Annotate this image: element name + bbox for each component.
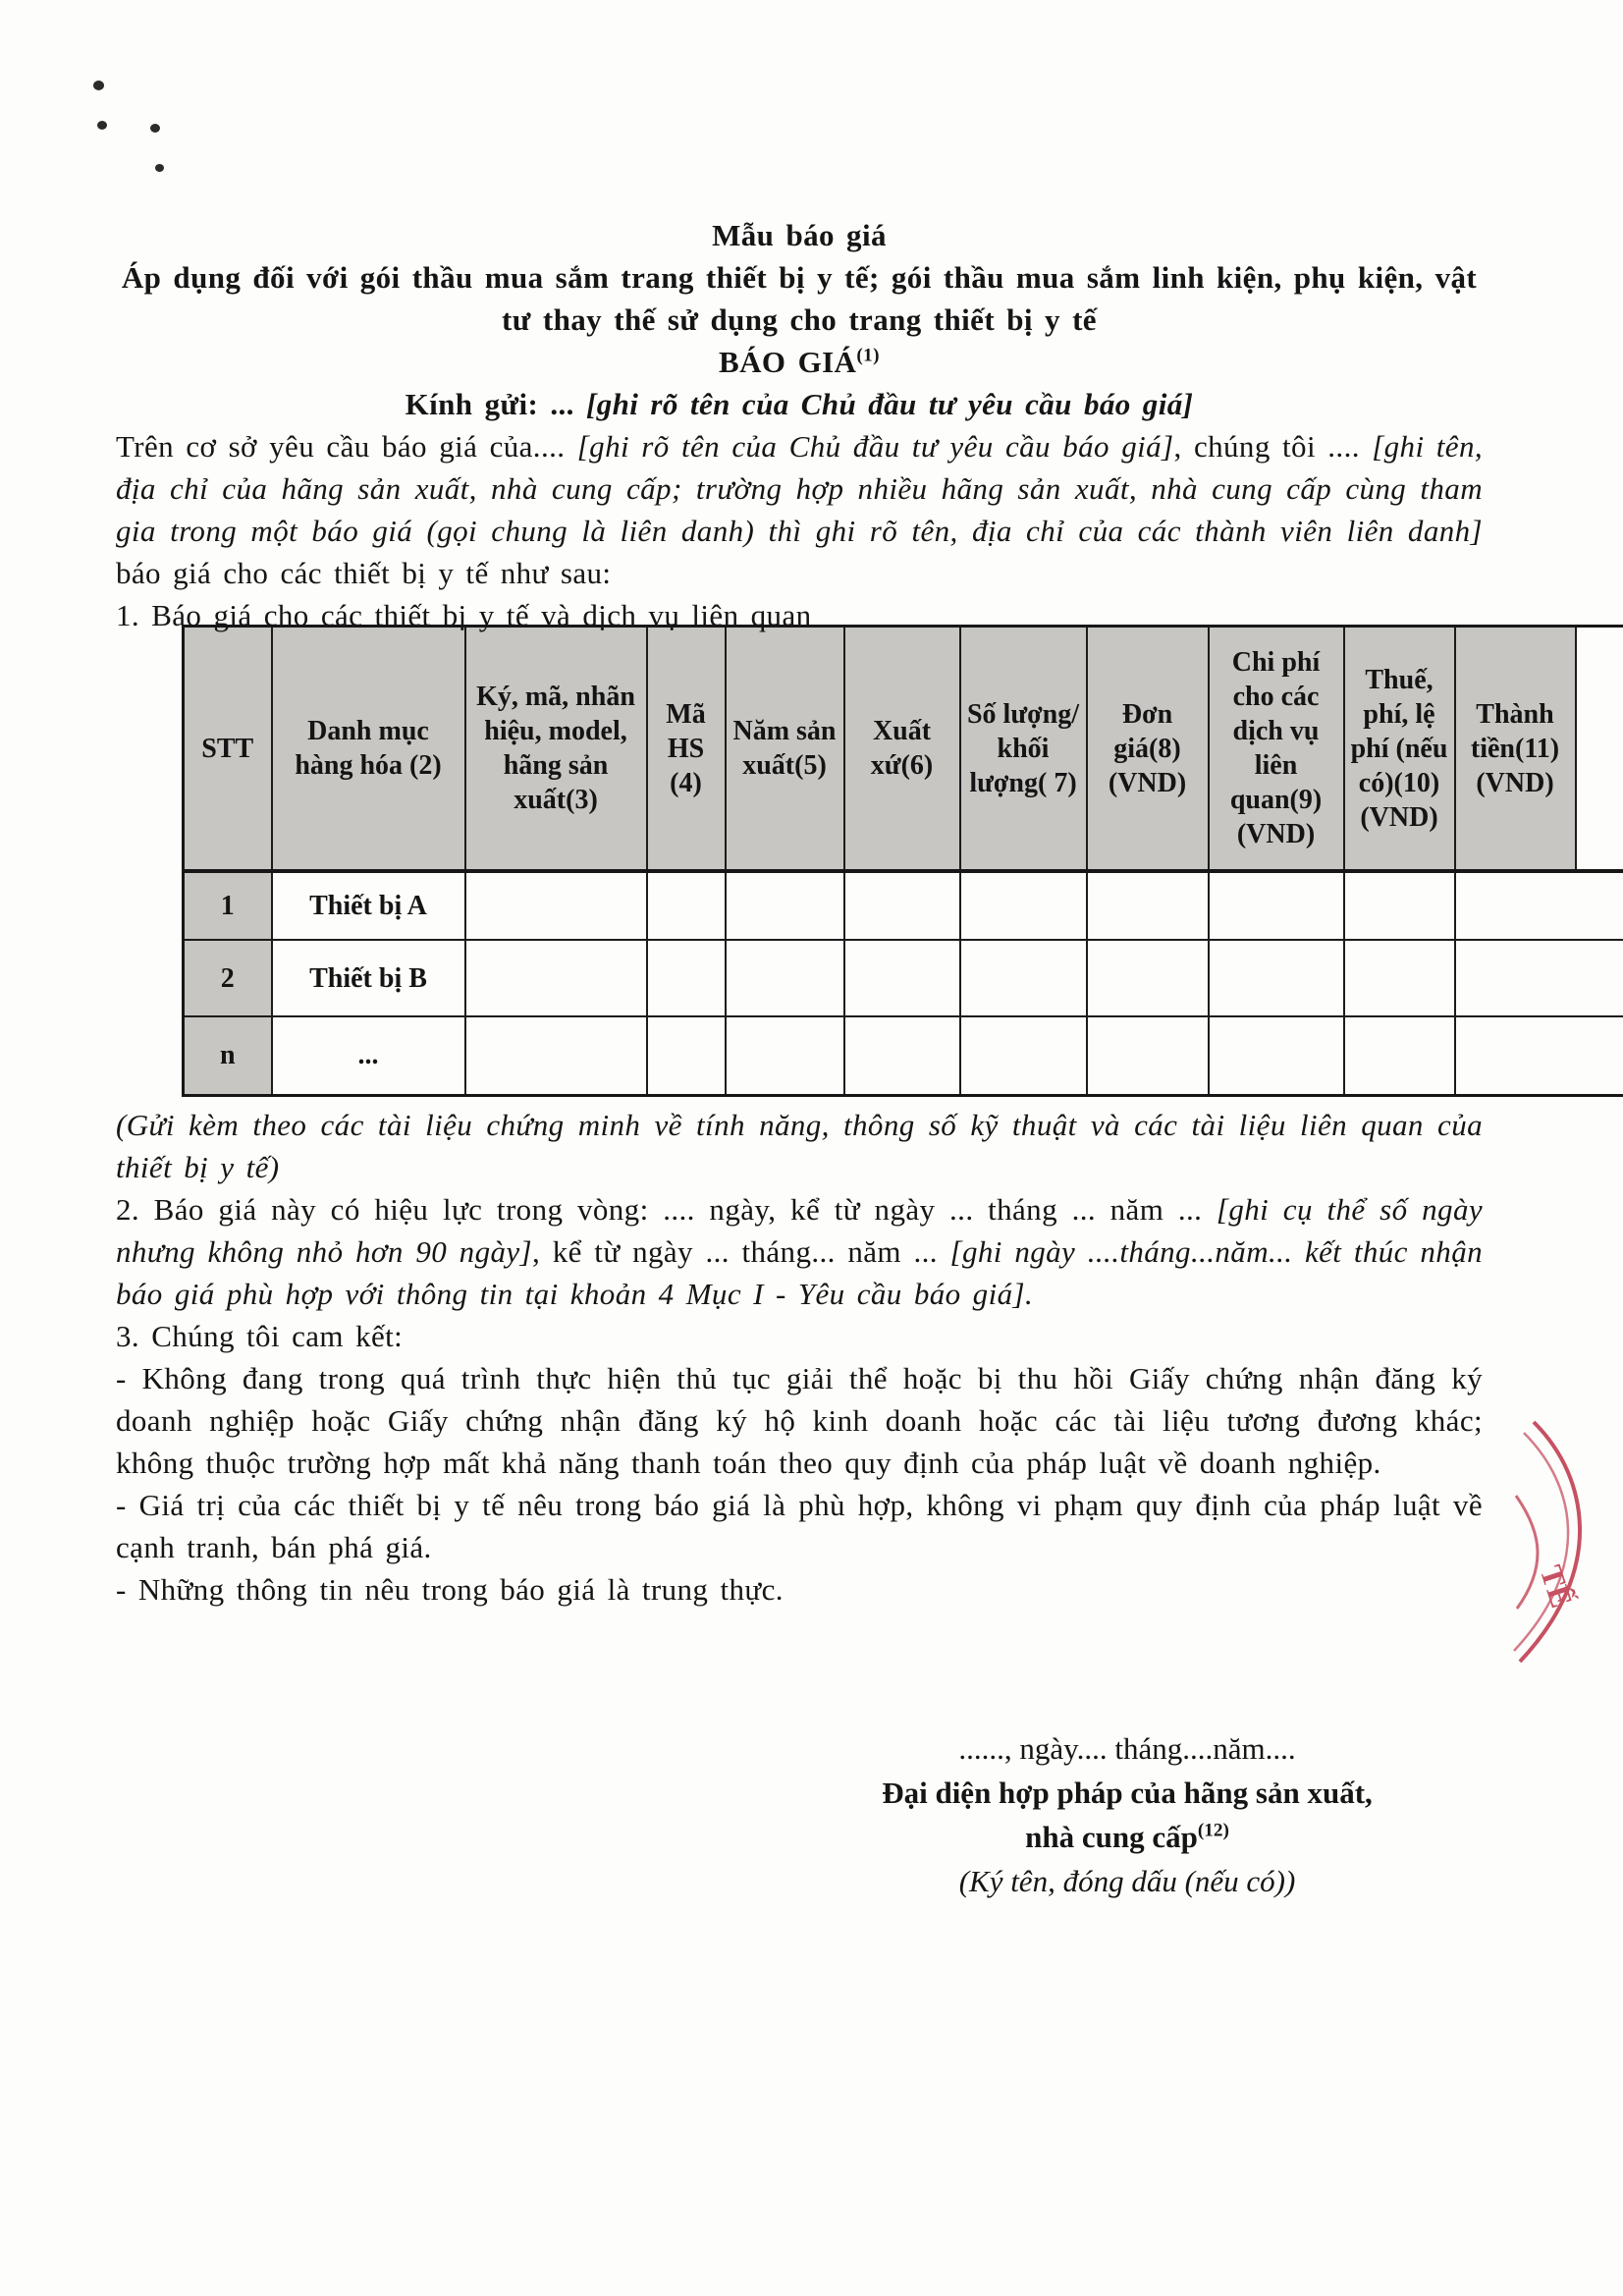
table-header-don-gia: Đơn giá(8) (VND) <box>1087 627 1209 872</box>
stamp-outer-ring-arc <box>1520 1422 1580 1662</box>
table-header-thanh-tien: Thành tiền(11) (VND) <box>1455 627 1576 872</box>
red-stamp-partial <box>1404 1355 1623 1709</box>
quotation-table-wrap <box>182 625 1623 1097</box>
attachment-note: (Gửi kèm theo các tài liệu chứng minh về tính năng, thông số kỹ thuật và các tài liệu liên quan của thiết bị y tế) <box>116 1108 1483 1184</box>
table-header-thue-phi: Thuế, phí, lệ phí (nếu có)(10) (VND) <box>1344 627 1455 872</box>
intro-seg-1: Trên cơ sở yêu cầu báo giá của.... <box>116 429 577 464</box>
signature-role-line1: Đại diện hợp pháp của hãng sản xuất, <box>882 1776 1373 1810</box>
salutation-label: Kính gửi: ... <box>405 387 586 421</box>
empty-cell <box>1087 940 1209 1016</box>
empty-cell <box>1344 940 1455 1016</box>
salutation-hint: [ghi rõ tên của Chủ đầu tư yêu cầu báo giá] <box>586 387 1194 421</box>
stamp-outer-ring-inner-line-arc <box>1514 1433 1568 1651</box>
intro-seg-5: báo giá cho các thiết bị y tế như sau: <box>116 556 612 590</box>
scan-artifact-dot <box>93 81 104 90</box>
empty-cell <box>465 871 647 940</box>
signature-role-footnote: (12) <box>1197 1820 1229 1841</box>
empty-cell <box>1087 1016 1209 1095</box>
empty-cell <box>960 1016 1087 1095</box>
empty-cell <box>465 940 647 1016</box>
intro-seg-4-placeholder: [ghi tên, địa chỉ của hãng sản xuất, nhà cung cấp; trường hợp nhiều hãng sản xuất, nhà cung cấp cùng tham gia trong một báo giá (gọi chung là liên danh) thì ghi rõ tên, địa chỉ của các thành viên liên danh] <box>116 429 1483 548</box>
table-row <box>184 871 1623 940</box>
empty-cell <box>1209 940 1344 1016</box>
table-header-chi-phi-dv: Chi phí cho các dịch vụ liên quan(9) (VND) <box>1209 627 1344 872</box>
quote-heading-text: BÁO GIÁ <box>719 345 857 379</box>
signature-sign-note: (Ký tên, đóng dấu (nếu có)) <box>958 1864 1296 1898</box>
signature-block <box>833 1726 1422 1903</box>
empty-cell <box>465 1016 647 1095</box>
intro-paragraph <box>116 425 1483 594</box>
table-row <box>184 940 1623 1016</box>
intro-seg-3: , chúng tôi .... <box>1173 429 1373 464</box>
signature-role-line2-text: nhà cung cấp <box>1025 1820 1198 1854</box>
empty-cell <box>1209 871 1344 940</box>
stamp-inner-ring-arc <box>1516 1496 1538 1609</box>
empty-cell <box>1455 871 1623 940</box>
empty-cell <box>726 1016 844 1095</box>
quote-heading <box>116 341 1483 383</box>
document-title: Mẫu báo giá <box>712 218 887 252</box>
row-index-cell: n <box>184 1016 272 1095</box>
empty-cell <box>960 940 1087 1016</box>
empty-cell <box>1344 1016 1455 1095</box>
scan-artifact-dot <box>97 121 107 130</box>
empty-cell <box>844 1016 960 1095</box>
table-header-ma-hs: Mã HS (4) <box>647 627 726 872</box>
document-body-block <box>116 1104 1483 1611</box>
empty-cell <box>647 940 726 1016</box>
commitment-item-2: - Giá trị của các thiết bị y tế nêu trong báo giá là phù hợp, không vi phạm quy định của pháp luật về cạnh tranh, bán phá giá. <box>116 1488 1483 1564</box>
section1-heading: 1. Báo giá cho các thiết bị y tế và dịch vụ liên quan <box>116 598 812 632</box>
salutation-line <box>116 383 1483 425</box>
empty-cell <box>1087 871 1209 940</box>
table-header-clipped-edge <box>1576 627 1623 872</box>
intro-seg-2-placeholder: [ghi rõ tên của Chủ đầu tư yêu cầu báo giá] <box>576 429 1174 464</box>
table-header-stt: STT <box>184 627 272 872</box>
empty-cell <box>647 871 726 940</box>
table-row <box>184 1016 1623 1095</box>
scan-artifact-dot <box>155 164 164 172</box>
device-name-cell: Thiết bị B <box>272 940 465 1016</box>
empty-cell <box>726 871 844 940</box>
empty-cell <box>1344 871 1455 940</box>
device-name-cell: ... <box>272 1016 465 1095</box>
section3-heading: 3. Chúng tôi cam kết: <box>116 1319 404 1353</box>
empty-cell <box>726 940 844 1016</box>
empty-cell <box>960 871 1087 940</box>
row-index-cell: 1 <box>184 871 272 940</box>
empty-cell <box>1455 1016 1623 1095</box>
quotation-table <box>182 625 1623 1097</box>
empty-cell <box>844 940 960 1016</box>
stamp-text: TẾ <box>1533 1560 1581 1613</box>
empty-cell <box>844 871 960 940</box>
device-name-cell: Thiết bị A <box>272 871 465 940</box>
empty-cell <box>1455 940 1623 1016</box>
table-header-ky-ma: Ký, mã, nhãn hiệu, model, hãng sản xuất(3) <box>465 627 647 872</box>
document-header-block <box>116 214 1483 636</box>
empty-cell <box>647 1016 726 1095</box>
quote-heading-footnote: (1) <box>856 345 880 366</box>
table-header-danh-muc: Danh mục hàng hóa (2) <box>272 627 465 872</box>
row-index-cell: 2 <box>184 940 272 1016</box>
table-header-row <box>184 627 1623 872</box>
table-header-xuat-xu: Xuất xứ(6) <box>844 627 960 872</box>
signature-place-date: ......, ngày.... tháng....năm.... <box>958 1731 1296 1766</box>
commitment-item-3: - Những thông tin nêu trong báo giá là trung thực. <box>116 1572 784 1607</box>
section2-seg-1: 2. Báo giá này có hiệu lực trong vòng: .... ngày, kể từ ngày ... tháng ... năm ... <box>116 1192 1217 1227</box>
commitment-item-1: - Không đang trong quá trình thực hiện thủ tục giải thể hoặc bị thu hồi Giấy chứng nhận đăng ký doanh nghiệp hoặc Giấy chứng nhận đăng ký hộ kinh doanh hoặc các tài liệu tương đương khác; không thuộc trường hợp mất khả năng thanh toán theo quy định của pháp luật về doanh nghiệp. <box>116 1361 1483 1480</box>
section2-seg-3: , kể từ ngày ... tháng... năm ... <box>532 1234 950 1269</box>
section2-seg-2-placeholder: [ghi cụ thể số ngày nhưng không nhỏ hơn 90 ngày] <box>116 1192 1484 1269</box>
signature-role-line2 <box>833 1815 1422 1859</box>
section2-paragraph <box>116 1188 1483 1315</box>
empty-cell <box>1209 1016 1344 1095</box>
table-header-nam-sx: Năm sản xuất(5) <box>726 627 844 872</box>
table-header-so-luong: Số lượng/ khối lượng( 7) <box>960 627 1087 872</box>
section2-seg-4-placeholder: [ghi ngày ....tháng...năm... kết thúc nhận báo giá phù hợp với thông tin tại khoản 4 Mục I - Yêu cầu báo giá]. <box>116 1234 1483 1311</box>
scan-artifact-dot <box>150 124 160 133</box>
applicability-note: Áp dụng đối với gói thầu mua sắm trang thiết bị y tế; gói thầu mua sắm linh kiện, phụ kiện, vật tư thay thế sử dụng cho trang thiết bị y tế <box>121 260 1478 337</box>
